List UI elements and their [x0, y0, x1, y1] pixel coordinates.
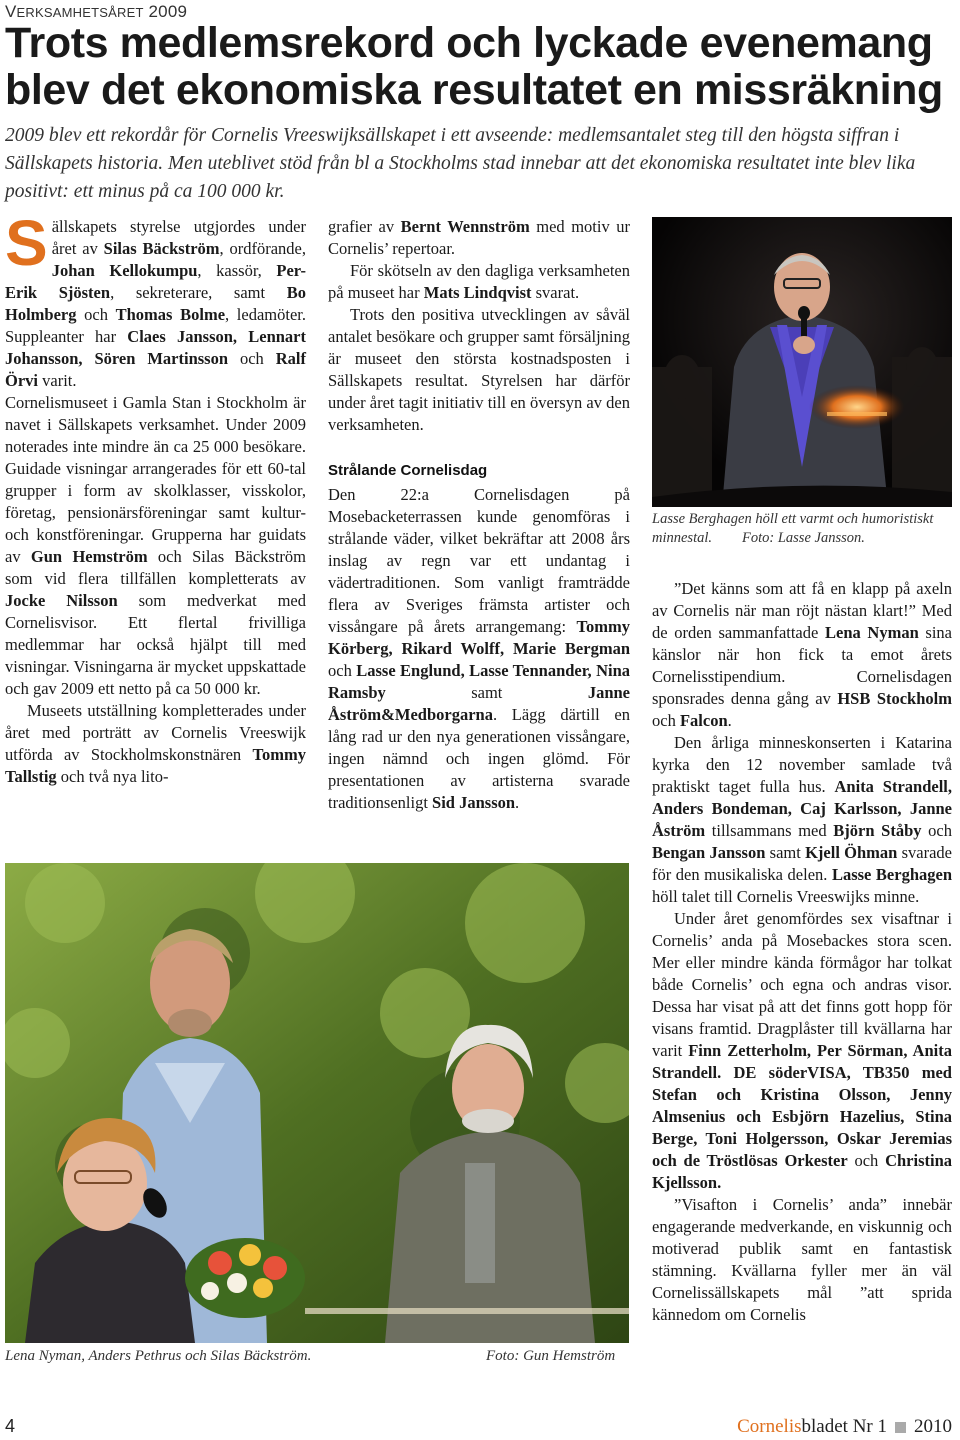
paragraph: ”Det känns som att få en klapp på axeln av Cornelis när man röjt nästan klart!” Med de orden sammanfattade Lena Nyman sina känslor när hon fick ta emot årets Cornelisstipendium. Cornelisdagen sponsrades denna gång av HSB Stockholm och Falcon.: [652, 579, 953, 730]
bold-name: Bernt Wennström: [400, 217, 530, 236]
issue-year: 2010: [914, 1416, 952, 1437]
bold-name: Anita Strandell, Anders Bondeman, Caj Karlsson, Janne Åström: [652, 777, 953, 840]
separator-square-icon: [895, 1422, 906, 1433]
brand-name-a: Cornelis: [737, 1416, 802, 1437]
award-photo-credit: Foto: Gun Hemström: [486, 1348, 616, 1364]
paragraph: Museets utställning kompletterades under året med porträtt av Cornelis Vreeswijk utförda av Stockholmskonstnären Tommy Tallstig och två nya lito-: [5, 701, 306, 786]
bold-name: Claes Jansson, Lennart Johansson, Sören Martinsson: [5, 327, 306, 368]
award-photo-caption: Lena Nyman, Anders Pethrus och Silas Bäckström.: [5, 1348, 312, 1364]
dropcap: S: [5, 207, 48, 279]
article-column-1: [5, 207, 307, 788]
article-column-3: [652, 578, 952, 1326]
kicker-cap: V: [5, 2, 17, 21]
paragraph: grafier av Bernt Wennström med motiv ur Cornelis’ repertoar.: [328, 217, 631, 258]
bold-name: Lasse Berghagen: [831, 865, 953, 884]
brand-name-b: bladet: [801, 1416, 848, 1437]
bold-name: Gun Hemström: [30, 547, 148, 566]
bold-name: Kjell Öhman: [805, 843, 898, 862]
bold-name: Mats Lindqvist: [423, 283, 532, 302]
bold-name: Janne Åström&Medborgarna: [328, 683, 630, 724]
subheading: Strålande Cornelisdag: [328, 462, 488, 479]
bold-name: Lena Nyman: [825, 623, 919, 642]
paragraph: Den årliga minneskonserten i Katarina kyrka den 12 november samlade två praktiskt taget fulla hus. Anita Strandell, Anders Bondeman, Caj Karlsson, Janne Åström tillsammans med Björn Ståby och Bengan Jansson samt Kjell Öhman svarade för den musikaliska delen. Lasse Berghagen höll talet till Cornelis Vreeswijks minne.: [652, 733, 953, 906]
bold-name: Jocke Nilsson: [5, 591, 118, 610]
paragraph: Sällskapets styrelse utgjordes under året av Silas Bäckström, ordförande, Johan Kellokumpu, kassör, Per-Erik Sjösten, sekreterare, samt Bo Holmberg och Thomas Bolme, ledamöter. Suppleanter har Claes Jansson, Lennart Johansson, Sören Martinsson och Ralf Örvi varit.: [5, 207, 307, 390]
issue-number: Nr 1: [852, 1416, 887, 1437]
bold-name: Per-Erik Sjösten: [5, 261, 306, 302]
magazine-footer: [737, 1416, 952, 1438]
bold-name: Tommy Tallstig: [5, 745, 306, 786]
caption-text: Lasse Berghagen höll ett varmt och humoristiskt minnestal.: [652, 511, 934, 546]
bold-name: Silas Bäckström: [103, 239, 220, 258]
paragraph: Cornelismuseet i Gamla Stan i Stockholm är navet i Sällskapets verksamhet. Under 2009 noterades inte mindre än ca 25 000 besökare. Guidade visningar arrangerades för ett 60-tal grupper i form av skolklasser, visskolor, företag, pensionärsföreningar samt kultur- och konstföreningar. Grupperna har guidats av Gun Hemström och Silas Bäckström som vid flera tillfällen kompletterats av Jocke Nilsson som medverkat med Cornelisvisor. Ett flertal frivilliga medlemmar har också hjälpt till med visningar. Visningarna är mycket uppskattade och gav 2009 ett netto på ca 50 000 kr.: [5, 393, 307, 698]
bold-name: Christina Kjellsson.: [652, 1151, 952, 1192]
bold-name: Tommy Körberg, Rikard Wolff, Marie Bergman: [328, 617, 630, 658]
bold-name: Thomas Bolme: [115, 305, 226, 324]
concert-photo: [652, 217, 952, 507]
concert-photo-caption: [652, 510, 952, 548]
bold-name: Johan Kellokumpu: [51, 261, 198, 280]
bold-name: Bo Holmberg: [5, 283, 306, 324]
bold-name: Finn Zetterholm, Per Sörman, Anita Strandell. DE söderVISA, TB350 med Stefan och Kristina Olsson, Jenny Almsenius och Esbjörn Hazelius, Stina Berge, Toni Holgersson, Oskar Jeremias och de Tröstlösas Orkester: [652, 1041, 952, 1170]
ingress: 2009 blev ett rekordår för Cornelis Vreeswijksällskapet i ett avseende: medlemsantalet steg till den högsta siffran i Sällskapets historia. Men uteblivet stöd från bl a Stockholms stad innebar att det ekonomiska resultatet inte blev lika positivt: ett minus på ca 100 000 kr.: [5, 125, 916, 202]
bold-name: Björn Ståby: [833, 821, 922, 840]
bold-name: Bengan Jansson: [652, 843, 766, 862]
kicker-year: 2009: [148, 2, 188, 21]
page-number: 4: [5, 1416, 16, 1436]
bold-name: Lasse Englund, Lasse Tennander, Nina Ramsby: [328, 661, 631, 702]
paragraph: Den 22:a Cornelisdagen på Mosebacketerrassen kunde genomföras i strålande väder, vilket bekräftar att 2008 års inslag av regn var ett undantag i vädertraditionen. Som vanligt framträdde flera av Sveriges främsta artister och vissångare på årets arrangemang: Tommy Körberg, Rikard Wolff, Marie Bergman och Lasse Englund, Lasse Tennander, Nina Ramsby samt Janne Åström&Medborgarna. Lägg därtill en lång rad ur den nya generationen vissångare, ingen nämnd och ingen glömd. För presentationen av artisterna svarade traditionsenligt Sid Jansson.: [328, 485, 631, 812]
bold-name: Ralf Örvi: [5, 349, 307, 390]
photo-credit: Foto: Lasse Jansson.: [742, 530, 865, 546]
concert-photo-image: [652, 217, 952, 507]
article-column-2: [328, 216, 630, 814]
bold-name: Falcon: [679, 711, 728, 730]
bold-name: Sid Jansson: [432, 793, 516, 812]
bold-name: HSB Stockholm: [837, 689, 952, 708]
award-photo-image: [5, 863, 629, 1343]
headline: Trots medlemsrekord och lyckade evenemang blev det ekonomiska resultatet en missräkning: [5, 19, 943, 114]
award-photo: [5, 863, 629, 1343]
paragraph: Under året genomfördes sex visaftnar i Cornelis’ anda på Mosebackes stora scen. Mer eller mindre kända förmågor har tolkat både Cornelis’ och egna och andras visor. Dessa har visat på att det finns gott hopp för visans framtid. Dragplåster till kvällarna har varit Finn Zetterholm, Per Sörman, Anita Strandell. DE söderVISA, TB350 med Stefan och Kristina Olsson, Jenny Almsenius och Esbjörn Hazelius, Stina Berge, Toni Holgersson, Oskar Jeremias och de Tröstlösas Orkester och Christina Kjellsson.: [652, 909, 952, 1192]
paragraph: Trots den positiva utvecklingen av såväl antalet besökare och grupper samt försäljning är museet den största kostnadsposten i Sällskapets resultat. Styrelsen har därför under året tagit initiativ till en översyn av den verksamheten.: [328, 305, 630, 434]
paragraph: För skötseln av den dagliga verksamheten på museet har Mats Lindqvist svarat.: [328, 261, 630, 302]
paragraph: ”Visafton i Cornelis’ anda” innebär engagerande medverkande, en viskunnig och motiverad publik samt en fantastisk stämning. Kvällarna fyller mer än väl Cornelissällskapets mål ”att sprida kännedom om Cornelis: [652, 1195, 952, 1324]
kicker-rest: ERKSAMHETSÅRET: [16, 5, 144, 20]
